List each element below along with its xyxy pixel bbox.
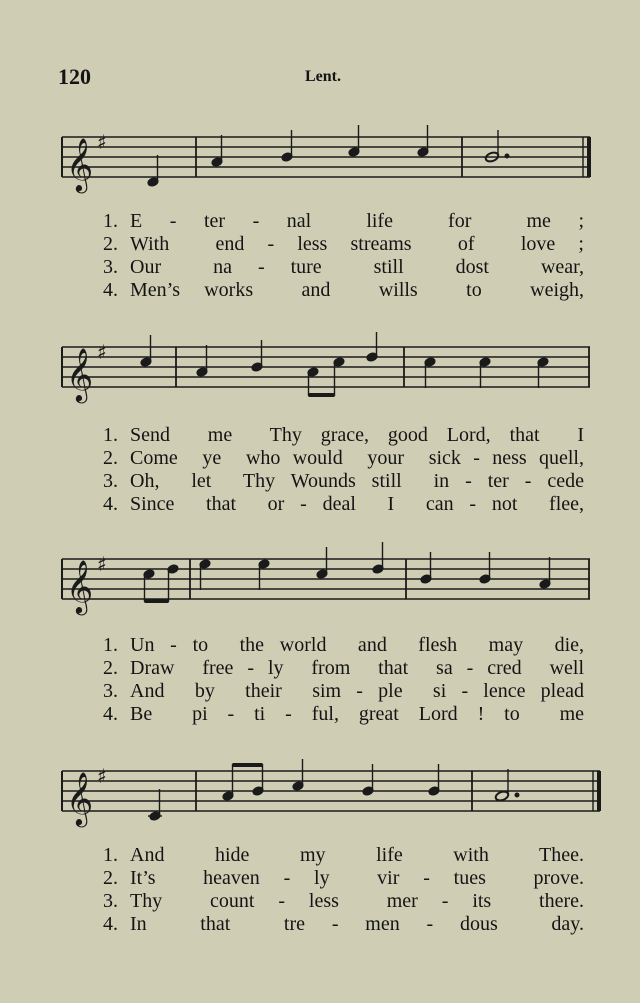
verse-number: 1.	[103, 210, 118, 232]
verse-line	[84, 913, 584, 936]
verse-number: 3.	[103, 890, 118, 912]
verse-line	[84, 890, 584, 913]
page-number: 120	[58, 64, 91, 89]
verse-number: 1.	[103, 424, 118, 446]
verse-number: 1.	[103, 634, 118, 656]
lyric-text: Men’s works and wills to weigh,	[130, 279, 584, 301]
svg-text:♯: ♯	[97, 552, 107, 576]
verse-line	[84, 210, 584, 233]
lyric-text: Since that or - deal I can - not flee,	[130, 493, 584, 515]
verse-line	[84, 844, 584, 867]
lyric-text: Send me Thy grace, good Lord, that I	[130, 424, 584, 446]
lyric-text: Thy count - less mer - its there.	[130, 890, 584, 912]
verse-line	[84, 703, 584, 726]
lyric-text: Be pi - ti - ful, great Lord ! to me	[130, 703, 584, 725]
svg-text:𝄞: 𝄞	[66, 771, 94, 825]
verse-line	[84, 867, 584, 890]
verse-number: 2.	[103, 233, 118, 255]
verse-line	[84, 447, 584, 470]
verse-number: 3.	[103, 256, 118, 278]
verse-number: 2.	[103, 657, 118, 679]
lyric-text: In that tre - men - dous day.	[130, 913, 584, 935]
svg-text:♯: ♯	[97, 130, 107, 154]
verse-number: 4.	[103, 703, 118, 725]
lyric-text: Our na - ture still dost wear,	[130, 256, 584, 278]
music-staff-3	[0, 540, 640, 620]
verse-line	[84, 233, 584, 256]
lyric-text: Oh, let Thy Wounds still in - ter - cede	[130, 470, 584, 492]
lyric-text: It’s heaven - ly vir - tues prove.	[130, 867, 584, 889]
verse-number: 3.	[103, 470, 118, 492]
verse-number: 2.	[103, 447, 118, 469]
verse-number: 2.	[103, 867, 118, 889]
svg-text:𝄞: 𝄞	[66, 347, 94, 401]
verse-number: 4.	[103, 279, 118, 301]
lyric-text: E - ter - nal life for me ;	[130, 210, 584, 232]
svg-text:♯: ♯	[97, 340, 107, 364]
verse-line	[84, 493, 584, 516]
verse-number: 4.	[103, 913, 118, 935]
lyric-text: Un - to the world and flesh may die,	[130, 634, 584, 656]
svg-text:𝄞: 𝄞	[66, 559, 94, 613]
music-staff-1	[0, 118, 640, 198]
verse-number: 1.	[103, 844, 118, 866]
music-staff-2	[0, 328, 640, 408]
verse-line	[84, 470, 584, 493]
verse-line	[84, 657, 584, 680]
verse-line	[84, 634, 584, 657]
svg-text:𝄞: 𝄞	[66, 137, 94, 191]
lyric-text: And by their sim - ple si - lence plead	[130, 680, 584, 702]
lyric-text: With end - less streams of love ;	[130, 233, 584, 255]
lyric-text: Draw free - ly from that sa - cred well	[130, 657, 584, 679]
verse-block-3	[84, 634, 584, 726]
verse-line	[84, 279, 584, 302]
verse-line	[84, 424, 584, 447]
svg-text:♯: ♯	[97, 764, 107, 788]
verse-block-1	[84, 210, 584, 302]
verse-block-2	[84, 424, 584, 516]
verse-number: 4.	[103, 493, 118, 515]
verse-number: 3.	[103, 680, 118, 702]
verse-line	[84, 680, 584, 703]
music-staff-4	[0, 752, 640, 832]
lyric-text: And hide my life with Thee.	[130, 844, 584, 866]
running-head: Lent.	[305, 68, 341, 85]
verse-block-4	[84, 844, 584, 936]
lyric-text: Come ye who would your sick - ness quell,	[130, 447, 584, 469]
verse-line	[84, 256, 584, 279]
